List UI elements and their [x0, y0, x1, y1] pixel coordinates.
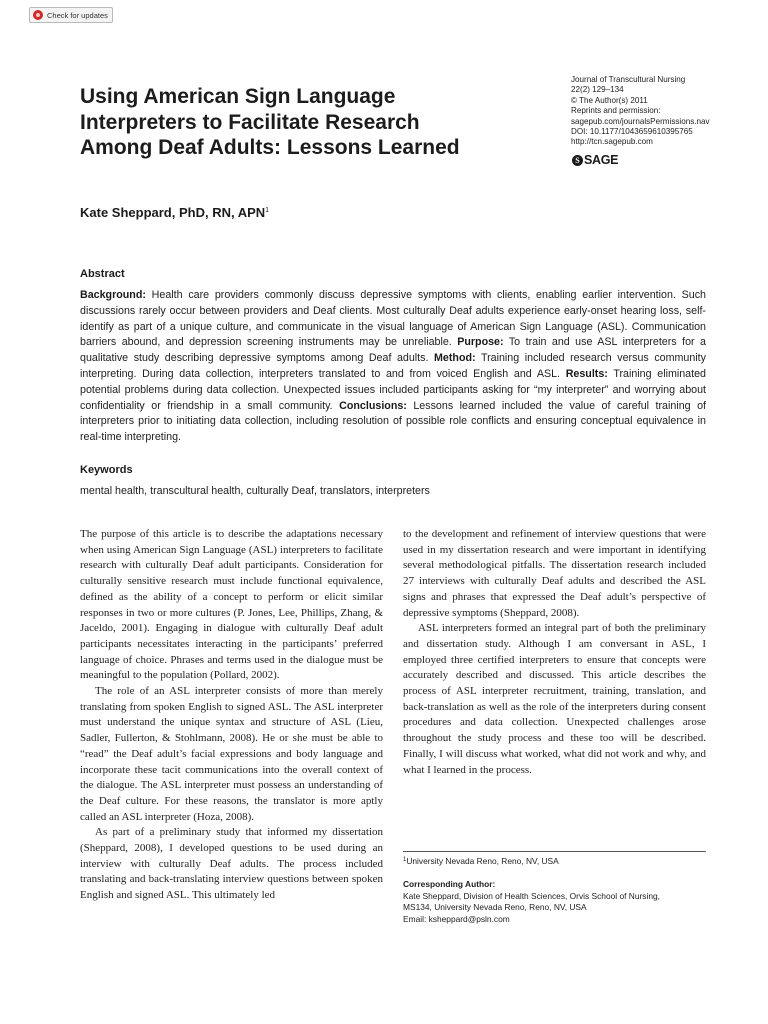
- abstract-text-conclusions: Lessons learned included the value of careful training of interpreters prior to initiating data collection, including resolution of possible role conflicts and ensuring conceptual equivalence in real-time interpreting.: [80, 399, 706, 444]
- corresponding-author: [403, 879, 706, 926]
- abstract-body: [80, 288, 706, 446]
- permissions-link[interactable]: sagepub.com/journalsPermissions.nav: [571, 116, 710, 126]
- footnote-affiliation: [403, 856, 559, 866]
- title-line: Interpreters to Facilitate Research: [80, 110, 420, 134]
- update-icon: [33, 10, 43, 20]
- body-paragraph: As part of a preliminary study that informed my dissertation (Sheppard, 2008), I developed questions to be used during an interview with culturally Deaf adults. The process included translating and back-translating interview questions between spoken English and signed ASL. This ultimately led: [80, 826, 383, 902]
- journal-name: Journal of Transcultural Nursing: [571, 75, 686, 84]
- abstract-label-method: Method:: [434, 352, 476, 365]
- abstract-label-purpose: Purpose:: [457, 336, 504, 349]
- journal-info: [571, 75, 761, 148]
- abstract-text-method: Training included research versus community interpreting. During data collection, interpreters translated to and from voiced English and ASL.: [80, 352, 706, 380]
- body-column-left: [80, 527, 383, 904]
- publisher-logo: [572, 153, 618, 167]
- journal-url-link[interactable]: http://tcn.sagepub.com: [571, 137, 653, 147]
- footnote-divider: [403, 851, 706, 852]
- doi-link[interactable]: DOI: 10.1177/1043659610395765: [571, 127, 693, 137]
- journal-volume: 22(2) 129–134: [571, 85, 624, 95]
- corresponding-email[interactable]: Email: ksheppard@psln.com: [403, 914, 510, 925]
- article-title: [80, 84, 520, 161]
- footnote-marker: 1: [403, 857, 407, 863]
- corresponding-line: MS134, University Nevada Reno, Reno, NV, USA: [403, 902, 587, 913]
- abstract-label-results: Results:: [565, 367, 608, 380]
- copyright-line: © The Author(s) 2011: [571, 95, 648, 105]
- keywords-list: mental health, transcultural health, culturally Deaf, translators, interpreters: [80, 485, 430, 497]
- title-line: Among Deaf Adults: Lessons Learned: [80, 136, 460, 159]
- check-for-updates-badge[interactable]: [29, 7, 113, 23]
- body-paragraph: to the development and refinement of interview questions that were used in my dissertation research and were important in identifying several methodological pitfalls. The dissertation research included 27 interviews with culturally Deaf adults and described the ASL signs and phrases that expressed the Deaf adult’s perspective of depressive symptoms (Sheppard, 2008).: [403, 528, 706, 619]
- abstract-text-results: Training eliminated potential problems during data collection. Unexpected issues included participants asking for “my interpreter” and worrying about confidentiality or friendship in a small community.: [80, 367, 706, 412]
- abstract-heading: Abstract: [80, 268, 125, 280]
- sage-logo-icon: S: [572, 155, 583, 166]
- body-paragraph: The purpose of this article is to describe the adaptations necessary when using American Sign Language (ASL) interpreters to facilitate research with culturally Deaf adult participants. Consideration for culturally sensitive research must include functional equivalence, defined as the ability of a concept to perform or elicit similar responses in two or more cultures (P. Jones, Lee, Phillips, Zhang, & Jaceldo, 2001). Engaging in dialogue with culturally Deaf adult participants necessitates interacting in the participants’ preferred language of choice. Phrases and terms used in the dialogue must be meaningful to the population (Pollard, 2002).: [80, 528, 383, 682]
- corresponding-heading: Corresponding Author:: [403, 879, 496, 889]
- reprints-label: Reprints and permission:: [571, 106, 661, 116]
- corresponding-line: Kate Sheppard, Division of Health Sciences, Orvis School of Nursing,: [403, 890, 660, 901]
- keywords-heading: Keywords: [80, 464, 133, 476]
- abstract-label-conclusions: Conclusions:: [339, 399, 407, 412]
- body-paragraph: The role of an ASL interpreter consists of more than merely translating from spoken English to signed ASL. The ASL interpreter must understand the unique syntax and structure of ASL (Lieu, Sadler, Fullerton, & Stohlmann, 2008). He or she must be able to “read” the Deaf adult’s facial expressions and body language and incorporate these tacit communications into the overall context of the dialogue. The ASL interpreter must possess an understanding of the Deaf culture. For these reasons, the translator is more aptly called an ASL interpreter (Hoza, 2008).: [80, 685, 383, 823]
- author-name: Kate Sheppard, PhD, RN, APN: [80, 205, 266, 220]
- abstract-label-background: Background:: [80, 289, 146, 301]
- abstract-text-purpose: To train and use ASL interpreters for a qualitative study describing depressive symptoms among Deaf adults.: [80, 336, 706, 365]
- affiliation-text: University Nevada Reno, Reno, NV, USA: [406, 856, 559, 866]
- affiliation-marker: 1: [265, 207, 270, 214]
- abstract-text-background: Health care providers commonly discuss depressive symptoms with clients, enabling earlier intervention. Such discussions rarely occur between providers and Deaf clients. Most culturally Deaf adults experience early-onset hearing loss, self-identify as part of a unique culture, and communicate in the visual language of American Sign Language (ASL). Communication barriers abound, and depression screening instruments may be unreliable.: [80, 289, 706, 349]
- author-line: [80, 205, 269, 220]
- body-paragraph: ASL interpreters formed an integral part of both the preliminary and dissertation study. Although I am conversant in ASL, I employed three certified interpreters to ensure that concepts were accurately described and discussed. This article describes the process of ASL interpreter recruitment, training, translation, and back-translation as well as the role of the interpreters during consent procedures and data collection. Unexpected challenges arose throughout the study process and these too will be described. Finally, I will discuss what worked, what did not work and why, and what I learned in the process.: [403, 622, 706, 776]
- check-for-updates-label: Check for updates: [47, 10, 108, 20]
- body-column-right: [403, 527, 706, 778]
- title-line: Using American Sign Language: [80, 85, 396, 108]
- sage-logo-text: SAGE: [584, 153, 619, 167]
